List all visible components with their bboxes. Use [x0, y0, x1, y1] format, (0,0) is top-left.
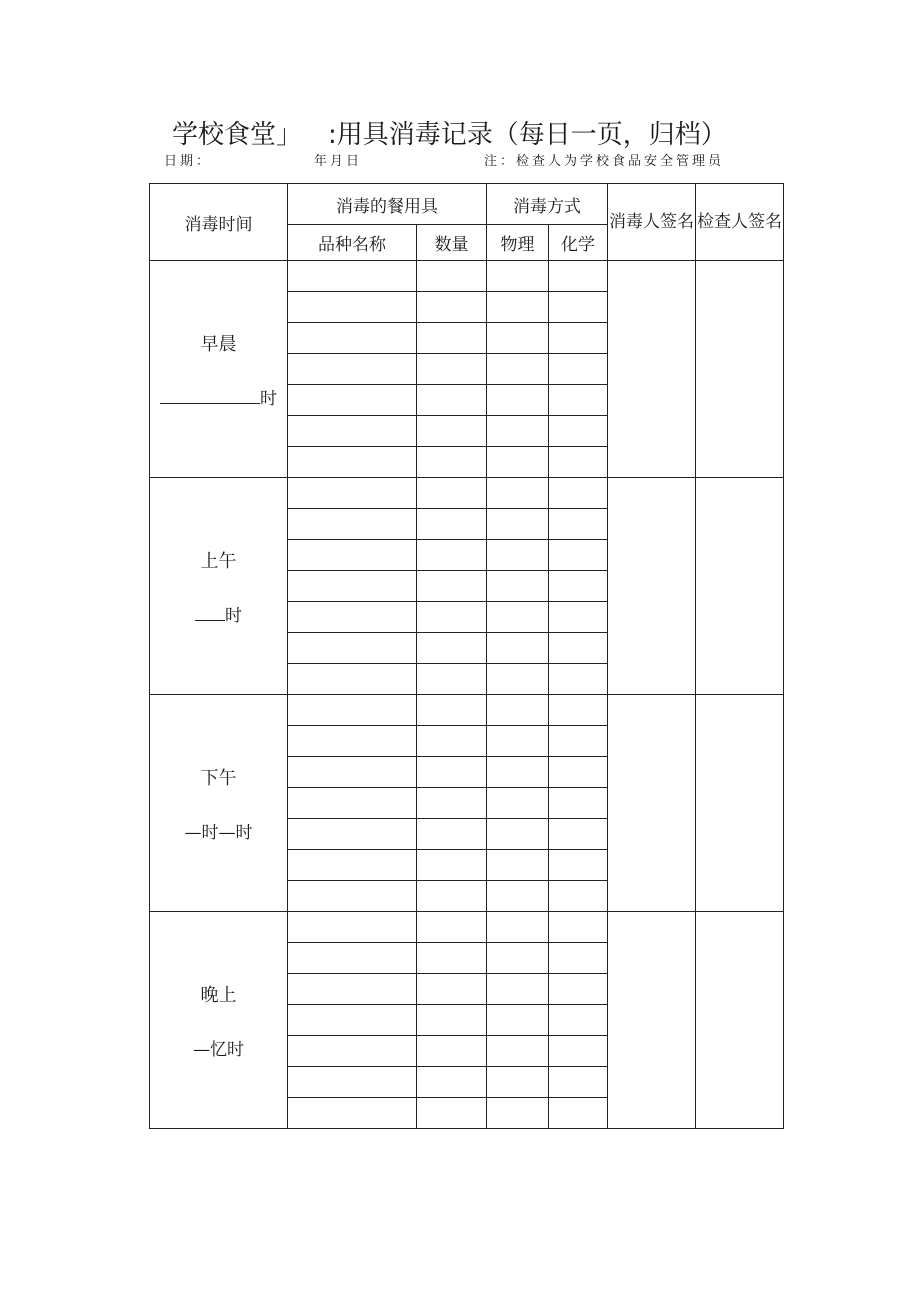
quantity-cell[interactable] [417, 788, 487, 819]
physical-cell[interactable] [487, 261, 549, 292]
quantity-cell[interactable] [417, 354, 487, 385]
period-hour-text: —时—时 [184, 822, 253, 843]
physical-cell[interactable] [487, 695, 549, 726]
physical-cell[interactable] [487, 633, 549, 664]
period-label: 晚上 [200, 984, 237, 1006]
chemical-cell[interactable] [549, 571, 608, 602]
physical-cell[interactable] [487, 1036, 549, 1067]
chemical-cell[interactable] [549, 354, 608, 385]
chemical-cell[interactable] [549, 974, 608, 1005]
chemical-cell[interactable] [549, 695, 608, 726]
period-hour-field[interactable] [150, 818, 287, 843]
physical-cell[interactable] [487, 323, 549, 354]
table-row [150, 261, 784, 292]
item-name-cell[interactable] [288, 974, 417, 1005]
quantity-cell[interactable] [417, 695, 487, 726]
physical-cell[interactable] [487, 416, 549, 447]
chemical-cell[interactable] [549, 478, 608, 509]
physical-cell[interactable] [487, 602, 549, 633]
chemical-cell[interactable] [549, 1036, 608, 1067]
item-name-cell[interactable] [288, 850, 417, 881]
disinfection-record-table [149, 183, 784, 1129]
inspector-signature-cell[interactable] [696, 695, 784, 912]
chemical-cell[interactable] [549, 385, 608, 416]
item-name-cell[interactable] [288, 478, 417, 509]
chemical-cell[interactable] [549, 261, 608, 292]
physical-cell[interactable] [487, 819, 549, 850]
item-name-cell[interactable] [288, 416, 417, 447]
item-name-cell[interactable] [288, 664, 417, 695]
period-hour-field[interactable] [150, 1035, 287, 1060]
item-name-cell[interactable] [288, 819, 417, 850]
quantity-cell[interactable] [417, 850, 487, 881]
period-time-cell [150, 695, 288, 912]
inspector-note: 注：检查人为学校食品安全管理员 [484, 154, 725, 169]
physical-cell[interactable] [487, 1067, 549, 1098]
disinfector-signature-cell[interactable] [608, 912, 696, 1129]
period-hour-text: 时 [225, 605, 242, 626]
chemical-cell[interactable] [549, 416, 608, 447]
item-name-cell[interactable] [288, 943, 417, 974]
header-disinfection-time: 消毒时间 [150, 184, 288, 261]
disinfector-signature-cell[interactable] [608, 478, 696, 695]
period-hour-field[interactable] [150, 601, 287, 626]
item-name-cell[interactable] [288, 1098, 417, 1129]
header-disinfector-signature: 消毒人签名 [608, 184, 696, 261]
chemical-cell[interactable] [549, 1067, 608, 1098]
header-quantity: 数量 [417, 225, 487, 261]
table-row [150, 912, 784, 943]
physical-cell[interactable] [487, 385, 549, 416]
chemical-cell[interactable] [549, 323, 608, 354]
period-hour-text: 时 [260, 388, 277, 409]
chemical-cell[interactable] [549, 633, 608, 664]
chemical-cell[interactable] [549, 726, 608, 757]
chemical-cell[interactable] [549, 757, 608, 788]
item-name-cell[interactable] [288, 385, 417, 416]
quantity-cell[interactable] [417, 540, 487, 571]
item-name-cell[interactable] [288, 726, 417, 757]
physical-cell[interactable] [487, 478, 549, 509]
chemical-cell[interactable] [549, 664, 608, 695]
inspector-signature-cell[interactable] [696, 478, 784, 695]
physical-cell[interactable] [487, 1005, 549, 1036]
table-row [150, 478, 784, 509]
header-method: 消毒方式 [487, 184, 608, 225]
inspector-signature-cell[interactable] [696, 912, 784, 1129]
item-name-cell[interactable] [288, 788, 417, 819]
physical-cell[interactable] [487, 354, 549, 385]
physical-cell[interactable] [487, 943, 549, 974]
item-name-cell[interactable] [288, 1036, 417, 1067]
physical-cell[interactable] [487, 757, 549, 788]
inspector-signature-cell[interactable] [696, 261, 784, 478]
period-hour-text: —忆时 [193, 1039, 244, 1060]
physical-cell[interactable] [487, 1098, 549, 1129]
physical-cell[interactable] [487, 509, 549, 540]
period-label: 早晨 [200, 333, 237, 355]
quantity-cell[interactable] [417, 726, 487, 757]
physical-cell[interactable] [487, 912, 549, 943]
quantity-cell[interactable] [417, 757, 487, 788]
quantity-cell[interactable] [417, 323, 487, 354]
item-name-cell[interactable] [288, 447, 417, 478]
quantity-cell[interactable] [417, 881, 487, 912]
quantity-cell[interactable] [417, 1067, 487, 1098]
quantity-cell[interactable] [417, 1036, 487, 1067]
quantity-cell[interactable] [417, 602, 487, 633]
period-time-cell [150, 478, 288, 695]
quantity-cell[interactable] [417, 292, 487, 323]
physical-cell[interactable] [487, 540, 549, 571]
physical-cell[interactable] [487, 974, 549, 1005]
item-name-cell[interactable] [288, 912, 417, 943]
item-name-cell[interactable] [288, 571, 417, 602]
table-row [150, 695, 784, 726]
physical-cell[interactable] [487, 664, 549, 695]
quantity-cell[interactable] [417, 478, 487, 509]
period-label: 上午 [200, 550, 237, 572]
chemical-cell[interactable] [549, 1098, 608, 1129]
item-name-cell[interactable] [288, 540, 417, 571]
quantity-cell[interactable] [417, 819, 487, 850]
quantity-cell[interactable] [417, 571, 487, 602]
period-time-cell [150, 261, 288, 478]
quantity-cell[interactable] [417, 1005, 487, 1036]
quantity-cell[interactable] [417, 974, 487, 1005]
physical-cell[interactable] [487, 850, 549, 881]
title-part-2: :用具消毒记录（每日一页，归档） [328, 120, 727, 150]
header-inspector-signature: 检查人签名 [696, 184, 784, 261]
header-utensils: 消毒的餐用具 [288, 184, 487, 225]
item-name-cell[interactable] [288, 261, 417, 292]
physical-cell[interactable] [487, 292, 549, 323]
chemical-cell[interactable] [549, 850, 608, 881]
header-physical: 物理 [487, 225, 549, 261]
quantity-cell[interactable] [417, 633, 487, 664]
quantity-cell[interactable] [417, 912, 487, 943]
quantity-cell[interactable] [417, 385, 487, 416]
quantity-cell[interactable] [417, 943, 487, 974]
quantity-cell[interactable] [417, 416, 487, 447]
page-title [172, 114, 727, 151]
physical-cell[interactable] [487, 726, 549, 757]
item-name-cell[interactable] [288, 695, 417, 726]
chemical-cell[interactable] [549, 819, 608, 850]
item-name-cell[interactable] [288, 292, 417, 323]
quantity-cell[interactable] [417, 1098, 487, 1129]
period-label: 下午 [200, 767, 237, 789]
item-name-cell[interactable] [288, 1005, 417, 1036]
chemical-cell[interactable] [549, 602, 608, 633]
header-chemical: 化学 [549, 225, 608, 261]
physical-cell[interactable] [487, 881, 549, 912]
chemical-cell[interactable] [549, 447, 608, 478]
chemical-cell[interactable] [549, 788, 608, 819]
disinfector-signature-cell[interactable] [608, 261, 696, 478]
physical-cell[interactable] [487, 447, 549, 478]
quantity-cell[interactable] [417, 664, 487, 695]
date-label: 日期： [164, 154, 213, 169]
chemical-cell[interactable] [549, 881, 608, 912]
chemical-cell[interactable] [549, 1005, 608, 1036]
chemical-cell[interactable] [549, 540, 608, 571]
item-name-cell[interactable] [288, 323, 417, 354]
title-part-1: 学校食堂」 [172, 120, 303, 150]
physical-cell[interactable] [487, 788, 549, 819]
quantity-cell[interactable] [417, 261, 487, 292]
date-ymd-label: 年月日 [314, 154, 363, 169]
physical-cell[interactable] [487, 571, 549, 602]
header-item-name: 品种名称 [288, 225, 417, 261]
chemical-cell[interactable] [549, 292, 608, 323]
item-name-cell[interactable] [288, 354, 417, 385]
item-name-cell[interactable] [288, 1067, 417, 1098]
period-hour-field[interactable] [150, 384, 287, 409]
item-name-cell[interactable] [288, 757, 417, 788]
chemical-cell[interactable] [549, 912, 608, 943]
chemical-cell[interactable] [549, 943, 608, 974]
item-name-cell[interactable] [288, 602, 417, 633]
quantity-cell[interactable] [417, 447, 487, 478]
quantity-cell[interactable] [417, 509, 487, 540]
item-name-cell[interactable] [288, 509, 417, 540]
disinfector-signature-cell[interactable] [608, 695, 696, 912]
item-name-cell[interactable] [288, 881, 417, 912]
period-time-cell [150, 912, 288, 1129]
chemical-cell[interactable] [549, 509, 608, 540]
item-name-cell[interactable] [288, 633, 417, 664]
